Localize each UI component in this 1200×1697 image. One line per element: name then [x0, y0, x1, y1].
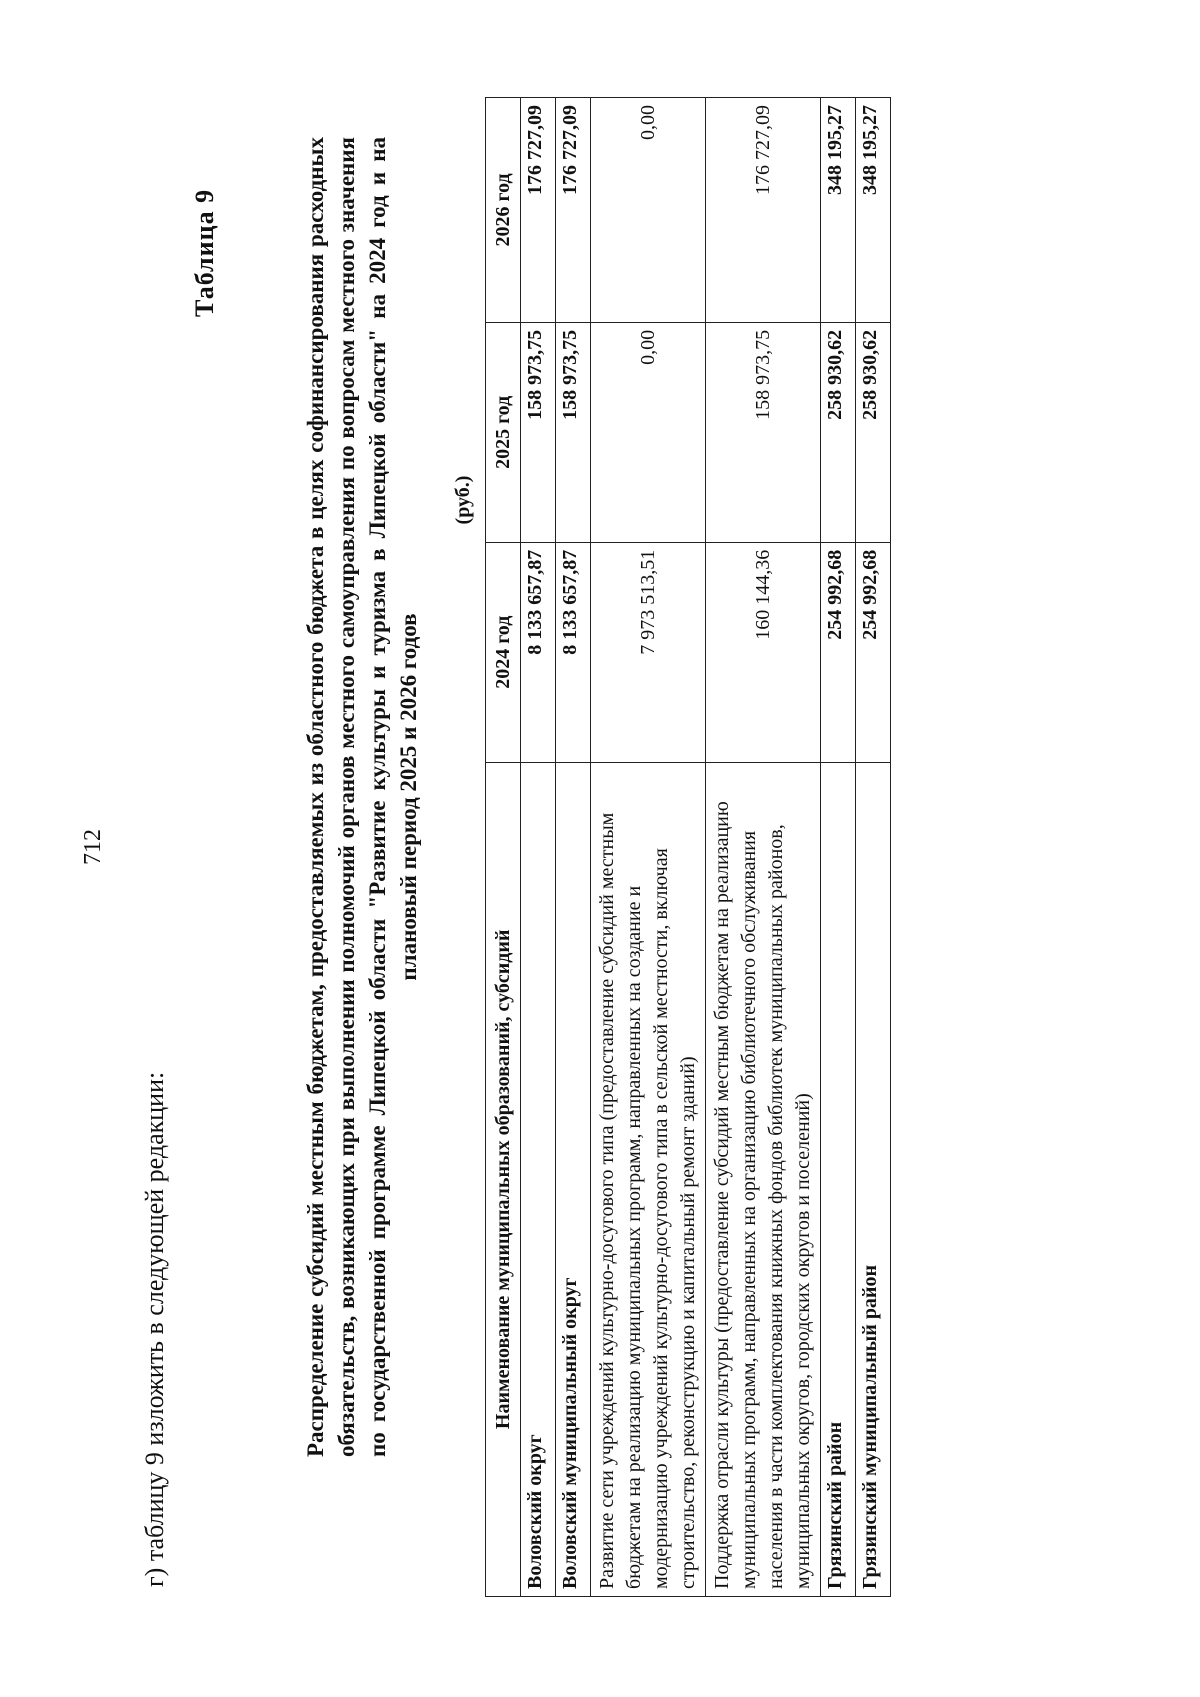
- row-2025: 258 930,62: [856, 322, 891, 542]
- table-header-row: [486, 98, 521, 1597]
- row-name: Грязинский район: [821, 762, 856, 1596]
- row-2025: 158 973,75: [521, 322, 556, 542]
- subsidy-table: [485, 97, 891, 1597]
- row-2025: 158 973,75: [706, 322, 821, 542]
- intro-text: г) таблицу 9 изложить в следующей редакции:: [140, 1071, 169, 1587]
- row-2025: 0,00: [591, 322, 706, 542]
- row-2024: 8 133 657,87: [556, 542, 591, 762]
- row-2026: 176 727,09: [706, 98, 821, 323]
- header-2025: 2025 год: [486, 322, 521, 542]
- table-row: [591, 98, 706, 1597]
- table-row: [856, 98, 891, 1597]
- row-name: Развитие сети учреждений культурно-досугового типа (предоставление субсидий местным бюджетам на реализацию муниципальных программ, направленных на создание и модернизацию учреждений культурно-досугового типа в сельской местности, включая строительство, реконструкцию и капитальный ремонт зданий): [591, 762, 706, 1596]
- row-name: Воловский муниципальный округ: [556, 762, 591, 1596]
- row-2024: 160 144,36: [706, 542, 821, 762]
- row-name: Грязинский муниципальный район: [856, 762, 891, 1596]
- table-row: [521, 98, 556, 1597]
- row-2025: 258 930,62: [821, 322, 856, 542]
- table-heading: Распределение субсидий местным бюджетам, предоставляемых из областного бюджета в целях софинансирования расходных обязательств, возникающих при выполнении полномочий органов местного самоуправления по вопросам местного значения по государственной программе Липецкой области "Развитие культуры и туризма в Липецкой области" на 2024 год и на плановый период 2025 и 2026 годов: [303, 137, 421, 1457]
- row-name: Воловский округ: [521, 762, 556, 1596]
- unit-label: (руб.): [452, 475, 474, 525]
- row-2024: 8 133 657,87: [521, 542, 556, 762]
- row-2025: 158 973,75: [556, 322, 591, 542]
- row-2024: 254 992,68: [856, 542, 891, 762]
- row-2026: 176 727,09: [556, 98, 591, 323]
- table-label: Таблица 9: [190, 188, 219, 317]
- header-name: Наименование муниципальных образований, субсидий: [486, 762, 521, 1596]
- table-row: [821, 98, 856, 1597]
- row-2026: 348 195,27: [856, 98, 891, 323]
- header-2026: 2026 год: [486, 98, 521, 323]
- row-2024: 254 992,68: [821, 542, 856, 762]
- row-2026: 176 727,09: [521, 98, 556, 323]
- row-2026: 348 195,27: [821, 98, 856, 323]
- row-2024: 7 973 513,51: [591, 542, 706, 762]
- table-row: [556, 98, 591, 1597]
- row-name: Поддержка отрасли культуры (предоставление субсидий местным бюджетам на реализацию муниципальных программ, направленных на организацию библиотечного обслуживания населения в части комплектования книжных фондов библиотек муниципальных районов, муниципальных округов, городских округов и поселений): [706, 762, 821, 1596]
- row-2026: 0,00: [591, 98, 706, 323]
- header-2024: 2024 год: [486, 542, 521, 762]
- page-number: 712: [80, 829, 106, 865]
- table-row: [706, 98, 821, 1597]
